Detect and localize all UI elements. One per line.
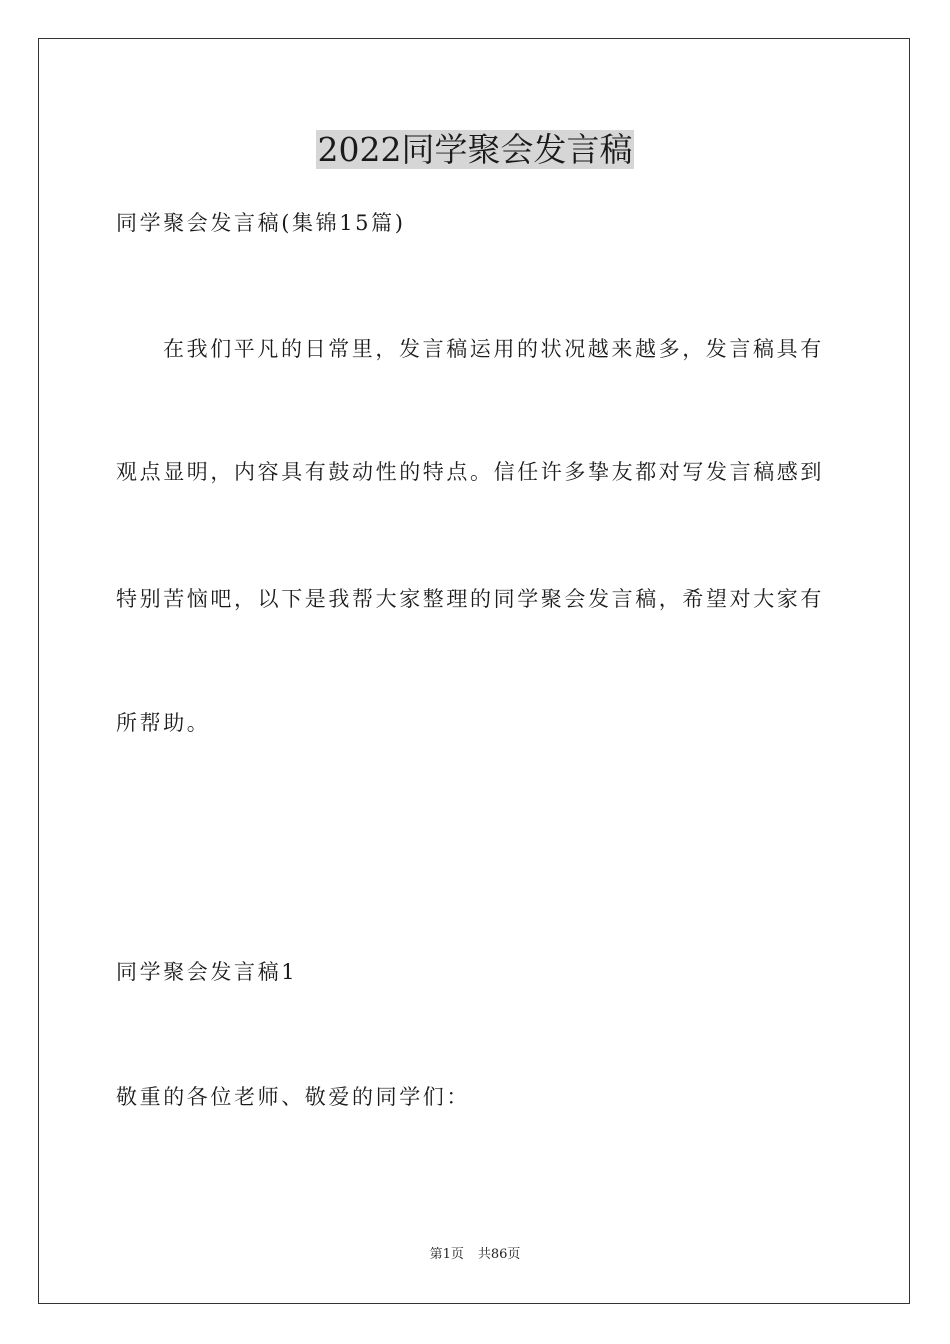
intro-paragraph-line-1: 在我们平凡的日常里，发言稿运用的状况越来越多，发言稿具有 [163,337,824,361]
page-number: 第1页 [429,1247,464,1262]
document-title [0,128,950,172]
document-title-text: 2022同学聚会发言稿 [317,130,633,169]
intro-paragraph-line-4: 所帮助。 [116,711,211,735]
total-pages: 共86页 [477,1247,521,1262]
page-footer [0,1246,950,1264]
section-heading: 同学聚会发言稿1 [116,960,298,984]
intro-paragraph-line-3: 特别苦恼吧，以下是我帮大家整理的同学聚会发言稿，希望对大家有 [116,587,824,611]
salutation: 敬重的各位老师、敬爱的同学们： [116,1085,470,1109]
intro-paragraph-line-2: 观点显明，内容具有鼓动性的特点。信任许多挚友都对写发言稿感到 [116,460,824,484]
document-subtitle: 同学聚会发言稿(集锦15篇) [116,211,406,235]
